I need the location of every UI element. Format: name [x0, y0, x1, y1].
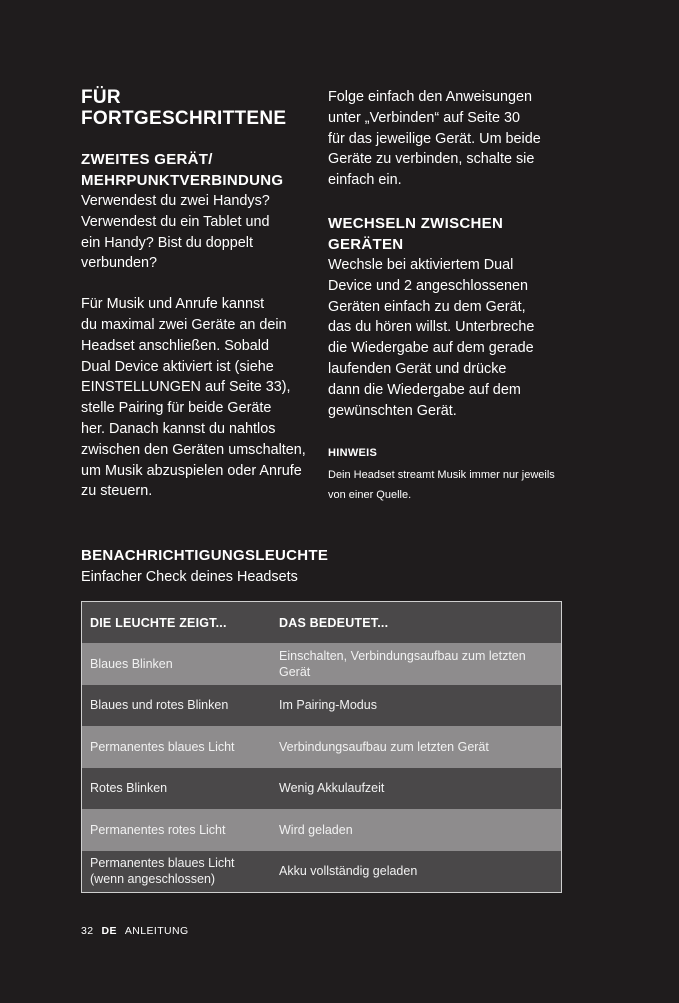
table-cell-meaning: Einschalten, Verbindungsaufbau zum letzten Gerät — [279, 648, 526, 679]
page-footer — [81, 925, 189, 937]
table-row — [82, 643, 561, 685]
table-cell-light: Rotes Blinken — [90, 781, 168, 796]
table-cell-meaning: Wird geladen — [279, 822, 353, 837]
paragraph-second-device-intro: Verwendest du zwei Handys? Verwendest du ein Tablet und ein Handy? Bist du doppelt verbunden? — [81, 193, 270, 272]
table-row — [82, 685, 561, 727]
paragraph-second-device-details: Für Musik und Anrufe kannst du maximal zwei Geräte an dein Headset anschließen. Sobald Dual Device aktiviert ist (siehe EINSTELLUNGEN auf Seite 33), stelle Pairing für beide Geräte her. Danach kannst du nahtlos zwischen den Geräten umschalten, um Musik abzuspielen oder Anrufe zu steuern. — [81, 296, 306, 500]
table-header-meaning: DAS BEDEUTET... — [279, 615, 389, 630]
table-cell-light: Permanentes rotes Licht — [90, 822, 226, 837]
table-cell-light: Blaues und rotes Blinken — [90, 698, 229, 713]
table-cell-meaning: Wenig Akkulaufzeit — [279, 781, 385, 796]
note-heading: HINWEIS — [328, 447, 378, 460]
section-heading-switch-devices: WECHSELN ZWISCHEN GERÄTEN — [328, 214, 504, 253]
right-column — [328, 87, 568, 505]
left-column — [81, 87, 321, 502]
page-title: FÜR FORTGESCHRITTENE — [81, 87, 287, 129]
table-cell-light: Permanentes blaues Licht (wenn angeschlossen) — [90, 856, 235, 887]
language-code: DE — [101, 925, 117, 937]
notification-heading: BENACHRICHTIGUNGSLEUCHTE — [81, 547, 329, 564]
note-text: Dein Headset streamt Musik immer nur jeweils von einer Quelle. — [328, 469, 555, 502]
notification-section — [81, 545, 561, 588]
page-number: 32 — [81, 925, 94, 937]
table-row — [82, 809, 561, 851]
table-row — [82, 851, 561, 893]
paragraph-switch-devices: Wechsle bei aktiviertem Dual Device und 2 angeschlossenen Geräten einfach zu dem Gerät, das du hören willst. Unterbreche die Wiedergabe auf dem gerade laufenden Gerät und drücke dann die Wiedergabe auf dem gewünschten Gerät. — [328, 256, 535, 419]
table-row — [82, 768, 561, 810]
table-cell-meaning: Verbindungsaufbau zum letzten Gerät — [279, 739, 489, 754]
section-heading-second-device: ZWEITES GERÄT/ MEHRPUNKTVERBINDUNG — [81, 151, 284, 189]
footer-label: ANLEITUNG — [124, 925, 189, 937]
table-cell-light: Blaues Blinken — [90, 656, 173, 671]
table-row — [82, 726, 561, 768]
table-header-light: DIE LEUCHTE ZEIGT... — [90, 615, 227, 630]
table-cell-meaning: Im Pairing-Modus — [279, 698, 377, 713]
table-header-row — [82, 602, 561, 643]
notification-subheading: Einfacher Check deines Headsets — [81, 569, 298, 585]
table-cell-meaning: Akku vollständig geladen — [279, 864, 418, 879]
table-cell-light: Permanentes blaues Licht — [90, 739, 235, 754]
paragraph-connect-instructions: Folge einfach den Anweisungen unter „Verbinden“ auf Seite 30 für das jeweilige Gerät. Um beide Geräte zu verbinden, schalte sie einfach ein. — [328, 89, 541, 189]
light-status-table — [81, 601, 562, 893]
